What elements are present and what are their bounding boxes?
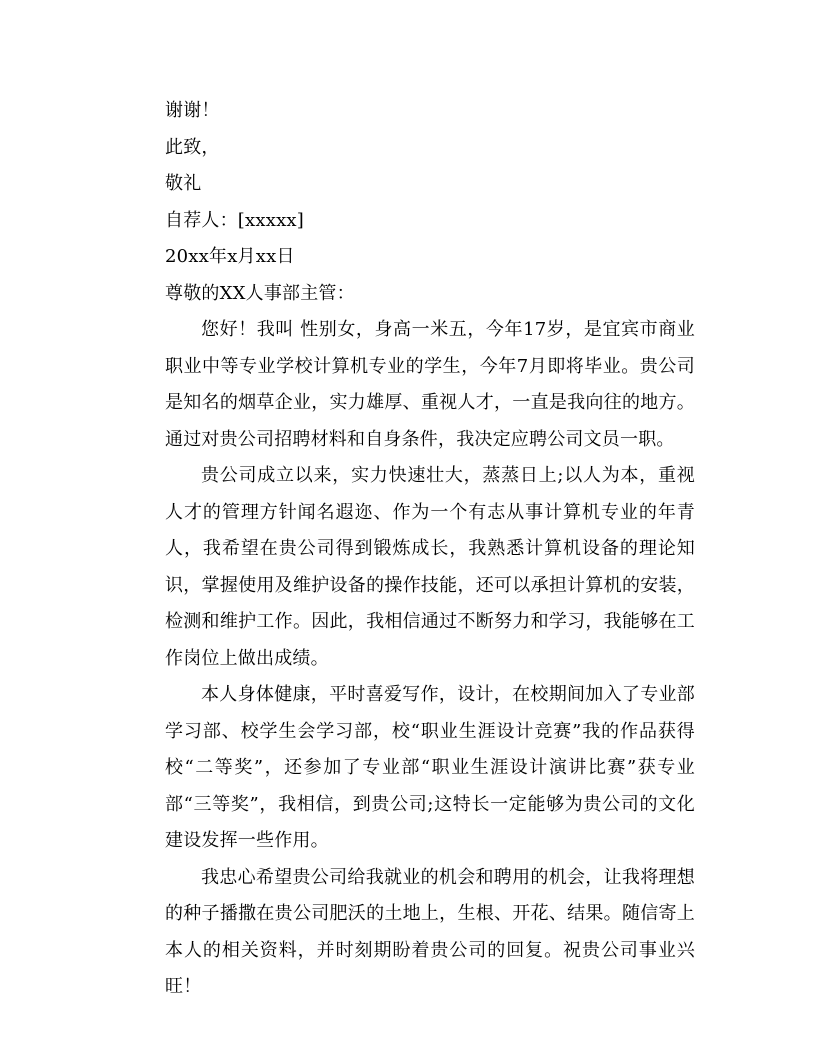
thanks-line: 谢谢！ (165, 100, 220, 121)
closing-line: 此致， (165, 136, 220, 158)
paragraph-introduction: 您好！我叫 性别女，身高一米五，今年17岁，是宜宾市商业职业中等专业学校计算机专业的学生，今年7月即将毕业。贵公司是知名的烟草企业，实力雄厚、重视人才，一直是我向往的地方。通过对贵公司招聘材料和自身条件，我决定应聘公司文员一职。 (165, 319, 695, 450)
paragraph-company-and-skills: 贵公司成立以来，实力快速壮大，蒸蒸日上;以人为本，重视人才的管理方针闻名遐迩、作为一个有志从事计算机专业的年青人，我希望在贵公司得到锻炼成长，我熟悉计算机设备的理论知识，掌握使用及维护设备的操作技能，还可以承担计算机的安装，检测和维护工作。因此，我相信通过不断努力和学习，我能够在工作岗位上做出成绩。 (165, 465, 695, 669)
paragraph-closing-wish: 我忠心希望贵公司给我就业的机会和聘用的机会，让我将理想的种子播撒在贵公司肥沃的土地上，生根、开花、结果。随信寄上本人的相关资料，并时刻期盼着贵公司的回复。祝贵公司事业兴旺！ (165, 866, 695, 997)
date-line: 20xx年x月xx日 (165, 246, 295, 267)
paragraph-achievements: 本人身体健康，平时喜爱写作，设计，在校期间加入了专业部学习部、校学生会学习部，校“职业生涯设计竞赛”我的作品获得校“二等奖”，还参加了专业部“职业生涯设计演讲比赛”获专业部“三等奖”，我相信，到贵公司;这特长一定能够为贵公司的文化建设发挥一些作用。 (165, 684, 695, 851)
letter-body (165, 93, 695, 1006)
signer-line: 自荐人：[xxxxx] (165, 209, 305, 231)
greeting-line: 尊敬的XX人事部主管： (165, 282, 355, 304)
salute-line: 敬礼 (165, 173, 202, 194)
